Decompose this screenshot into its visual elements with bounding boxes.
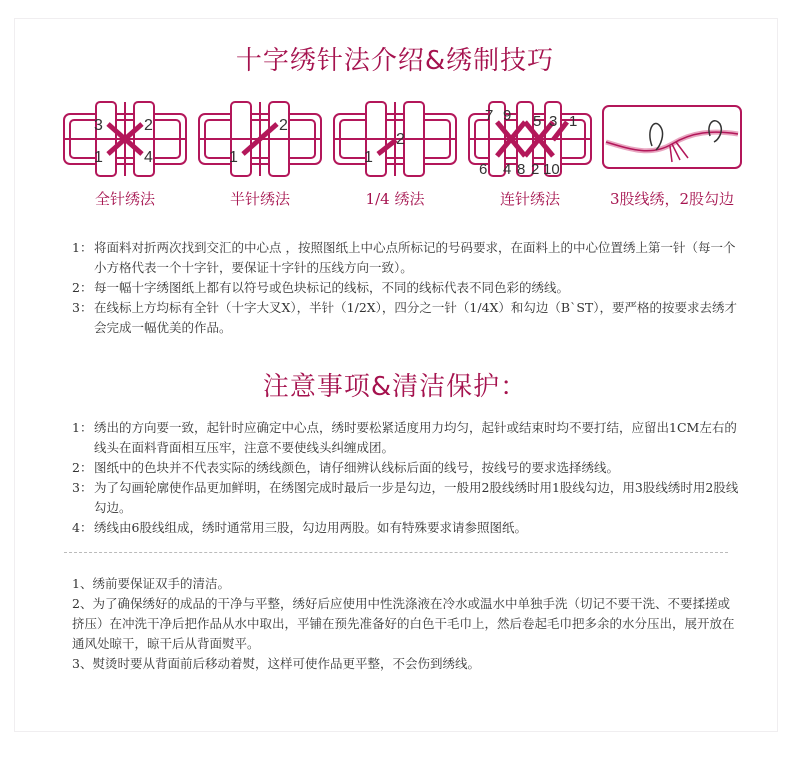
icon-number: 2 bbox=[144, 117, 153, 134]
list-item: 1： 将面料对折两次找到交汇的中心点 ，按照图纸上中心点所标记的号码要求，在面料上的中心位置绣上第一针（每一个小方格代表一个十字针，要保证十字针的压线方向一致）。 bbox=[72, 240, 736, 275]
dashed-divider bbox=[64, 552, 728, 553]
section-title-care: 注意事项&清洁保护： bbox=[262, 372, 528, 402]
care-list bbox=[72, 418, 742, 538]
caption-full-stitch: 全针绣法 bbox=[94, 190, 156, 208]
icon-number: 3 bbox=[94, 117, 103, 134]
icon-number: 1 bbox=[229, 149, 238, 166]
list-item: 2： 每一幅十字绣图纸上都有以符号或色块标记的线标，不同的线标代表不同色彩的绣线。 bbox=[72, 280, 570, 295]
continuous-stitch-icon bbox=[467, 100, 593, 178]
caption-half-stitch: 半针绣法 bbox=[229, 190, 291, 208]
icon-number: 2 bbox=[279, 117, 288, 134]
caption-thread: 3股线绣，2股勾边 bbox=[609, 190, 735, 208]
icon-number: 6 bbox=[479, 161, 488, 178]
icon-number: 9 bbox=[503, 107, 512, 124]
list-item: 2： 图纸中的色块并不代表实际的绣线颜色，请仔细辨认线标后面的线号，按线号的要求选择绣线。 bbox=[72, 460, 620, 475]
icon-number: 1 bbox=[94, 149, 103, 166]
icon-number: 3 bbox=[549, 113, 558, 130]
half-stitch-icon bbox=[197, 100, 323, 178]
icon-number: 2 bbox=[531, 161, 540, 178]
list-item: 3： 为了勾画轮廓使作品更加鲜明，在绣图完成时最后一步是勾边，一般用2股线绣时用1股线勾边，用3股线绣时用2股线勾边。 bbox=[72, 480, 739, 515]
list-item: 3： 在线标上方均标有全针（十字大叉X），半针（1/2X），四分之一针（1/4X）和勾边（B`ST），要严格的按要求去绣才会完成一幅优美的作品。 bbox=[72, 300, 738, 335]
cleaning-list bbox=[72, 574, 742, 674]
icon-number: 1 bbox=[364, 149, 373, 166]
icon-number: 5 bbox=[533, 113, 542, 130]
thread-icon bbox=[602, 100, 742, 178]
list-item: 3、熨烫时要从背面前后移动着熨，这样可使作品更平整，不会伤到绣线。 bbox=[72, 656, 480, 671]
icon-number: 4 bbox=[144, 149, 153, 166]
list-item: 4： 绣线由6股线组成，绣时通常用三股，勾边用两股。如有特殊要求请参照图纸。 bbox=[72, 520, 527, 535]
stitch-icons-row bbox=[52, 100, 752, 220]
list-item: 1： 绣出的方向要一致，起针时应确定中心点，绣时要松紧适度用力均匀，起针或结束时均不要打结，应留出1CM左右的线头在面料背面相互压牢，注意不要使线头纠缠成团。 bbox=[72, 420, 737, 455]
icon-number: 4 bbox=[503, 161, 512, 178]
quarter-stitch-icon bbox=[332, 100, 458, 178]
icon-number: 1 bbox=[569, 113, 578, 130]
page-title: 十字绣针法介绍&绣制技巧 bbox=[235, 46, 555, 76]
icon-number: 8 bbox=[517, 161, 526, 178]
list-item: 2、为了确保绣好的成品的干净与平整，绣好后应使用中性洗涤液在冷水或温水中单独手洗（切记不要干洗、不要揉搓或挤压）在冲洗干净后把作品从水中取出，平铺在预先准备好的白色干毛巾上，然后卷起毛巾把多余的水分压出，展开放在通风处晾干，晾干后从背面熨平。 bbox=[72, 596, 735, 651]
icon-number: 10 bbox=[543, 161, 560, 178]
full-stitch-icon bbox=[62, 100, 188, 178]
icon-number: 2 bbox=[396, 131, 405, 148]
icon-number: 7 bbox=[485, 107, 494, 124]
instructions-list bbox=[72, 238, 742, 338]
caption-quarter-stitch: 1/4 绣法 bbox=[365, 190, 425, 208]
caption-continuous-stitch: 连针绣法 bbox=[499, 190, 561, 208]
list-item: 1、绣前要保证双手的清洁。 bbox=[72, 576, 230, 591]
